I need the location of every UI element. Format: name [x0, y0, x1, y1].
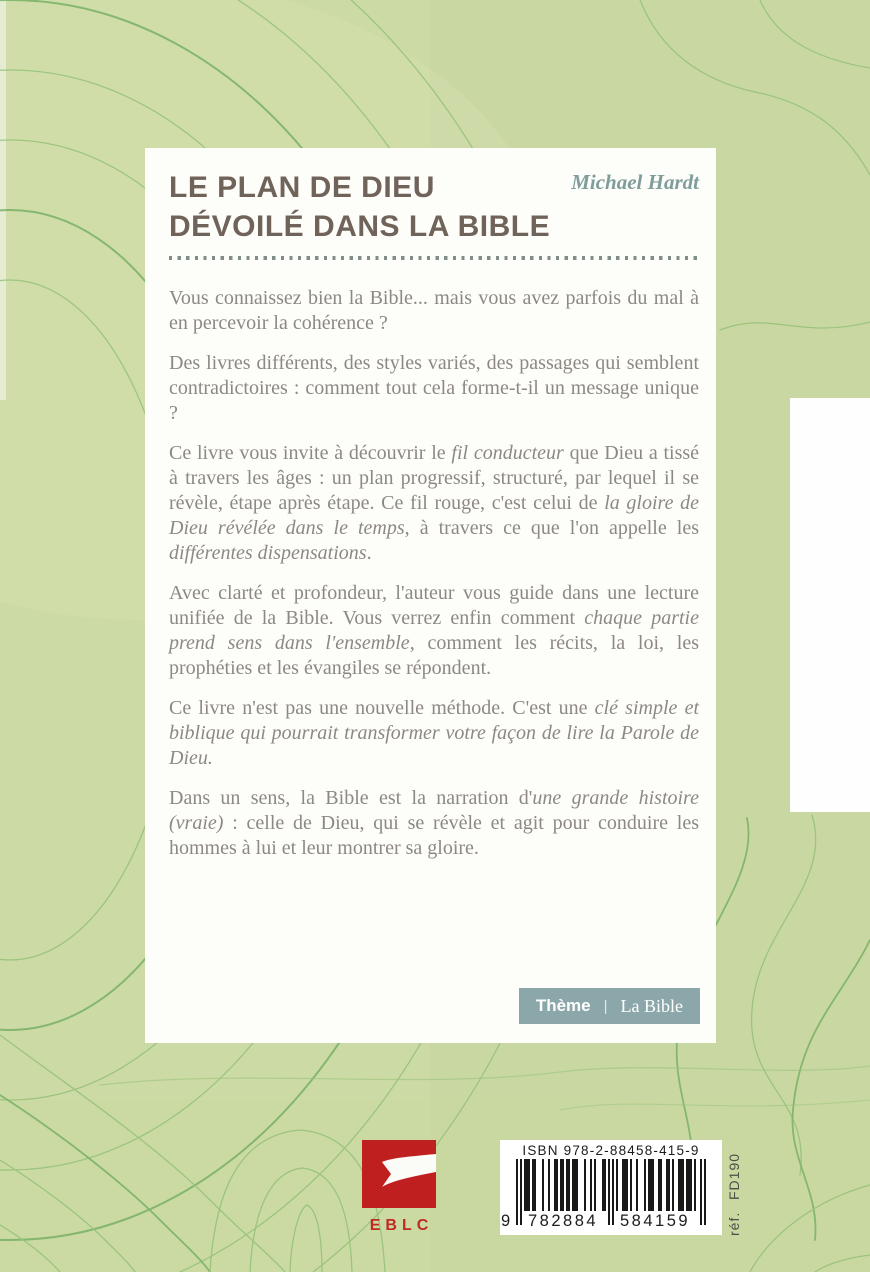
text-run: Ce livre n'est pas une nouvelle méthode. C'est une	[169, 697, 595, 719]
text-run: Avec clarté et profondeur, l'auteur vous guide dans une lecture unifiée de la Bible. Vous verrez enfin comment	[169, 582, 699, 629]
body-paragraph	[169, 286, 699, 336]
author-name: Michael Hardt	[571, 170, 699, 194]
body-paragraph	[169, 696, 699, 771]
text-run-italic: chaque partie prend sens dans l'ensemble	[169, 607, 699, 654]
dotted-divider	[169, 256, 699, 260]
theme-separator: |	[603, 997, 608, 1015]
text-run-italic: une grande histoire (vraie)	[169, 787, 699, 834]
text-run: que Dieu a tissé à travers les âges : un plan progressif, structuré, par lequel il se révèle, étape après étape. Ce fil rouge, c'est celui de	[169, 442, 700, 514]
text-run-italic: la gloire de Dieu révélée dans le temps	[169, 492, 700, 539]
isbn-label: ISBN 978-2-88458-415-9	[522, 1143, 700, 1158]
barcode-digit-group1: 782884	[528, 1211, 599, 1230]
text-run: Dans un sens, la Bible est la narration d'	[169, 787, 533, 809]
synopsis	[169, 286, 699, 861]
barcode	[501, 1159, 706, 1231]
publisher-logo	[362, 1140, 436, 1235]
text-run: .	[366, 542, 372, 564]
body-paragraph	[169, 581, 699, 681]
publisher-flag-icon	[362, 1140, 436, 1208]
ref-code	[726, 1138, 742, 1236]
title-line-1: LE PLAN DE DIEU	[169, 171, 435, 204]
text-run: , à travers ce que l'on appelle les	[404, 517, 699, 539]
text-run: , comment les récits, la loi, les prophéties et les évangiles se répondent.	[169, 632, 699, 679]
theme-label: Thème	[535, 996, 591, 1015]
theme-value: La Bible	[620, 995, 683, 1016]
text-run: Ce livre vous invite à découvrir le	[169, 442, 452, 464]
body-paragraph	[169, 786, 699, 861]
theme-badge	[519, 988, 700, 1024]
ref-label: réf.	[726, 1211, 742, 1236]
text-run-italic: différentes dispensations	[169, 542, 367, 564]
ref-value: FD190	[726, 1152, 742, 1200]
publisher-name: EBLC	[369, 1217, 434, 1234]
text-run-italic: clé simple et biblique qui pourrait transformer votre façon de lire la Parole de Dieu.	[169, 697, 700, 769]
back-cover-card	[145, 148, 716, 1043]
title-line-2: DÉVOILÉ DANS LA BIBLE	[169, 210, 551, 243]
body-paragraph	[169, 351, 699, 426]
text-run: Des livres différents, des styles variés, des passages qui semblent contradictoires : comment tout cela forme-t-il un message unique ?	[169, 352, 699, 424]
barcode-digit-group2: 584159	[620, 1211, 691, 1230]
barcode-digit-lead: 9	[501, 1211, 513, 1230]
blank-sticker	[790, 398, 870, 812]
text-run: : celle de Dieu, qui se révèle et agit pour conduire les hommes à lui et leur montrer sa gloire.	[169, 812, 699, 859]
text-run-italic: fil conducteur	[451, 442, 564, 464]
body-paragraph	[169, 441, 699, 566]
text-run: Vous connaissez bien la Bible... mais vous avez parfois du mal à en percevoir la cohérence ?	[169, 287, 699, 334]
isbn-box	[500, 1140, 722, 1235]
